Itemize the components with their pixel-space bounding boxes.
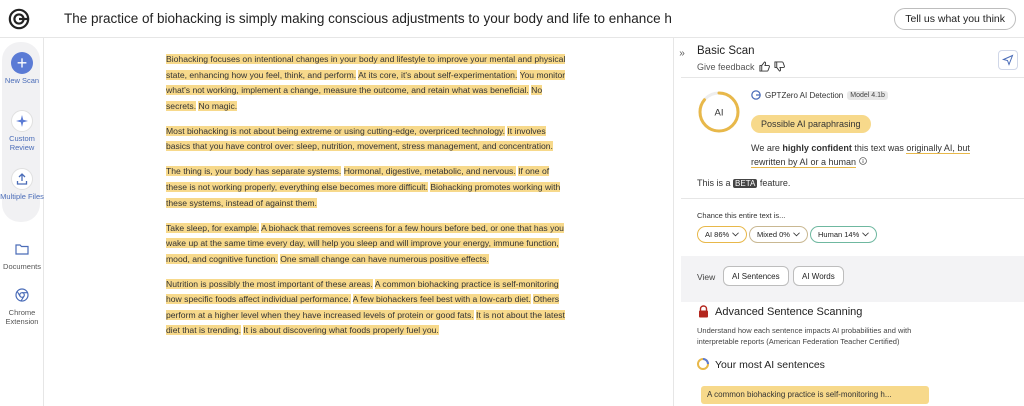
sidebar-item-custom-review[interactable]	[0, 110, 44, 152]
confidence-level: highly confident	[782, 143, 852, 153]
sidebar-item-label: New Scan	[4, 76, 40, 85]
top-ai-sentence[interactable]: A common biohacking practice is self-monitoring h...	[701, 386, 929, 404]
advanced-scan-title: Advanced Sentence Scanning	[715, 306, 863, 318]
chrome-icon	[11, 284, 33, 306]
verdict-badge: Possible AI paraphrasing	[751, 115, 871, 133]
highlighted-sentence[interactable]: A common biohacking practice is self-monitoring how specific foods affect individual performance.	[166, 278, 559, 305]
sidebar-item-label: Multiple Files	[0, 192, 44, 201]
sparkle-icon	[11, 110, 33, 132]
highlighted-sentence[interactable]: Nutrition is possibly the most important of these areas.	[166, 278, 373, 289]
detector-row	[751, 90, 888, 100]
sidebar-item-label: Custom Review	[9, 134, 35, 152]
divider	[681, 198, 1024, 199]
highlighted-sentence[interactable]: At its core, it's about self-experimentation.	[358, 69, 518, 80]
beta-notice	[697, 178, 790, 188]
highlighted-sentence[interactable]: It is not about the latest diet that is trending.	[166, 309, 565, 336]
upload-icon	[11, 168, 33, 190]
ai-percent-label: AI 86%	[705, 230, 730, 239]
lock-icon	[698, 305, 709, 318]
chevron-down-icon	[793, 232, 800, 237]
ai-sentences-button[interactable]: AI Sentences	[723, 266, 789, 286]
highlighted-sentence[interactable]: Take sleep, for example.	[166, 222, 260, 233]
top-header	[0, 0, 1024, 38]
highlighted-sentence[interactable]: A few biohackers feel best with a low-carb diet.	[352, 294, 531, 305]
article-text[interactable]	[166, 52, 566, 348]
highlighted-sentence[interactable]: No magic.	[198, 100, 238, 111]
ai-ring-label: AI	[714, 107, 724, 119]
sidebar-item-documents[interactable]	[0, 238, 44, 271]
highlighted-sentence[interactable]: Hormonal, digestive, metabolic, and nervous.	[343, 166, 516, 177]
article-paragraph	[166, 221, 566, 268]
sidebar-item-label: Documents	[3, 262, 41, 271]
highlighted-sentence[interactable]: Most biohacking is not about being extreme or using cutting-edge, overpriced technology.	[166, 125, 506, 136]
chevron-down-icon	[732, 232, 739, 237]
confidence-result[interactable]: originally AI, but rewritten by AI or a human	[751, 143, 970, 167]
ai-words-button[interactable]: AI Words	[793, 266, 844, 286]
highlighted-sentence[interactable]: You monitor what's not working, implement a change, measure the outcome, and retain what was beneficial.	[166, 69, 566, 96]
send-icon	[1003, 55, 1013, 65]
sidebar-item-label: Chrome Extension	[5, 308, 39, 326]
beta-tag: BETA	[735, 179, 756, 188]
share-send-button[interactable]	[998, 50, 1018, 70]
sidebar-item-multiple-files[interactable]	[0, 168, 44, 201]
article-paragraph	[166, 52, 566, 114]
scan-results-panel	[681, 38, 1024, 406]
confidence-text	[751, 141, 991, 169]
beta-suffix: feature.	[757, 178, 791, 188]
detector-name: GPTZero AI Detection	[765, 90, 844, 100]
thumbs-up-icon[interactable]	[759, 61, 770, 72]
highlighted-sentence[interactable]: Biohacking focuses on intentional changes in your body and lifestyle to improve your mental and physical state, enhancing how you feel, think, and perform.	[166, 54, 566, 80]
info-icon[interactable]	[859, 157, 867, 165]
confidence-mid: this text was	[851, 143, 907, 153]
highlighted-sentence[interactable]: It involves basics that you have control over: sleep, nutrition, movement, stress management, and concentration.	[166, 125, 553, 152]
gptzero-color-icon	[697, 358, 709, 370]
mixed-percent-label: Mixed 0%	[757, 230, 790, 239]
panel-title: Basic Scan	[697, 45, 755, 57]
highlighted-sentence[interactable]: The thing is, your body has separate systems.	[166, 166, 342, 177]
article-paragraph	[166, 277, 566, 339]
ai-percent-pill[interactable]	[697, 226, 747, 243]
beta-prefix: This is a	[697, 178, 734, 188]
give-feedback-row	[697, 61, 785, 72]
highlighted-sentence[interactable]: If one of these is not working properly, everything else becomes more difficult.	[166, 166, 550, 192]
gptzero-logo-icon[interactable]	[8, 8, 30, 30]
confidence-prefix: We are	[751, 143, 783, 153]
highlighted-sentence[interactable]: No secrets.	[166, 85, 543, 111]
article-paragraph	[166, 124, 566, 155]
thumbs-down-icon[interactable]	[774, 61, 785, 72]
collapse-panel-icon[interactable]: »	[679, 48, 685, 59]
advanced-scan-description: Understand how each sentence impacts AI probabilities and with interpretable reports (American Federation Teacher Certified)	[697, 326, 912, 346]
left-sidebar	[0, 38, 44, 406]
give-feedback-label: Give feedback	[697, 61, 755, 72]
model-badge: Model 4.1b	[847, 91, 888, 100]
highlighted-sentence[interactable]: It is about discovering what foods properly fuel you.	[243, 325, 439, 336]
highlighted-sentence[interactable]: Biohacking promotes working with these systems, instead of against them.	[166, 181, 561, 208]
sidebar-item-new-scan[interactable]	[0, 52, 44, 85]
human-percent-label: Human 14%	[818, 230, 860, 239]
chevron-down-icon	[862, 232, 869, 237]
mixed-percent-pill[interactable]	[749, 226, 808, 243]
highlighted-sentence[interactable]: One small change can have numerous positive effects.	[280, 253, 489, 264]
highlighted-sentence[interactable]: Others perform at a higher level when they have increased levels of protein or good fats.	[166, 294, 559, 320]
gptzero-small-icon	[751, 90, 761, 100]
ai-score-ring	[697, 90, 741, 134]
chance-label: Chance this entire text is...	[697, 211, 786, 220]
view-toggle-row	[681, 256, 1024, 302]
highlighted-sentence[interactable]: A biohack that removes screens for a few hours before bed, or one that has you wake up at the same time every day, will help you sleep and will improve your energy, immune function, mood, and cognitive function.	[166, 222, 564, 264]
sidebar-item-chrome-extension[interactable]	[0, 284, 44, 326]
article-paragraph	[166, 164, 566, 211]
folder-icon	[11, 238, 33, 260]
document-pane	[44, 38, 674, 406]
document-title: The practice of biohacking is simply making conscious adjustments to your body and life to enhance h	[64, 11, 672, 26]
plus-icon: +	[11, 52, 33, 74]
divider	[681, 77, 1024, 78]
human-percent-pill[interactable]	[810, 226, 877, 243]
most-ai-title: Your most AI sentences	[715, 359, 825, 371]
view-label: View	[697, 272, 716, 282]
tell-us-button[interactable]: Tell us what you think	[894, 8, 1016, 30]
